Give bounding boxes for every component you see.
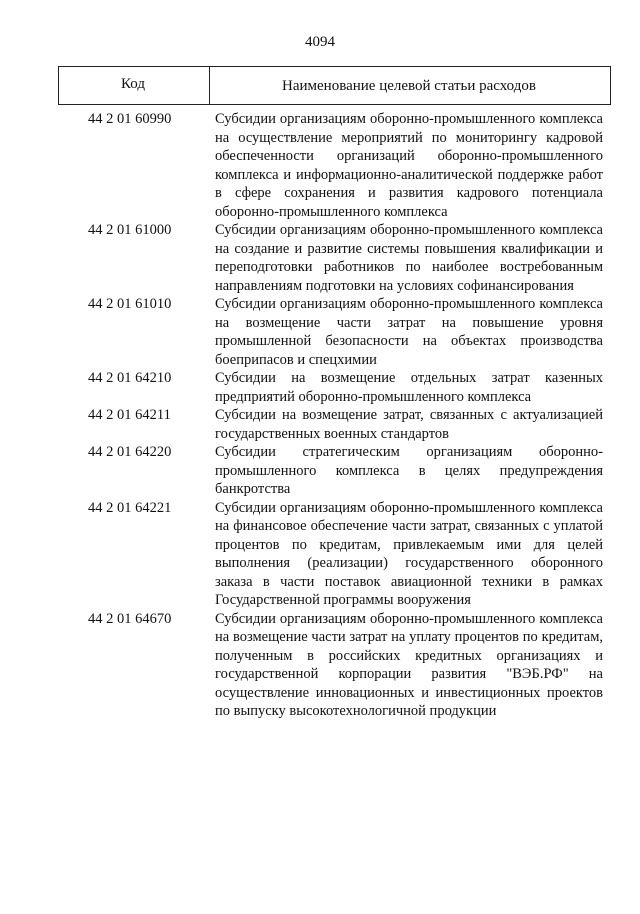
row-code: 44 2 01 64221 [88, 499, 172, 516]
row-code: 44 2 01 61000 [88, 222, 172, 238]
row-description: Субсидии организациям оборонно-промышленного комплекса на создание и развитие системы повышения квалификации и переподготовки работников по наиболее востребованным направлениям подготовки на условиях софинансирования [215, 222, 603, 294]
table-row [0, 110, 640, 221]
row-description: Субсидии организациям оборонно-промышленного комплекса на финансовое обеспечение части затрат, связанных с уплатой процентов по кредитам, привлекаемым ими для целей выполнения (реализации) государственного оборонного заказа в части поставок авиационной техники в рамках Государственной программы вооружения [215, 499, 603, 608]
table-row [0, 221, 640, 295]
row-description: Субсидии организациям оборонно-промышленного комплекса на возмещение части затрат на уплату процентов по кредитам, полученным в российских кредитных организациях и государственной корпорации развития "ВЭБ.РФ" на осуществление инновационных и инвестиционных проектов по выпуску высокотехнологичной продукции [215, 610, 603, 719]
header-top-border [58, 66, 611, 67]
table-row [0, 406, 640, 443]
row-code: 44 2 01 60990 [88, 111, 172, 127]
row-description: Субсидии стратегическим организациям оборонно-промышленного комплекса в целях предупреждения банкротства [215, 444, 603, 497]
table-row [0, 295, 640, 369]
row-code: 44 2 01 64211 [88, 407, 171, 423]
row-code: 44 2 01 64670 [88, 610, 172, 627]
row-description: Субсидии организациям оборонно-промышленного комплекса на осуществление мероприятий по мониторингу кадровой обеспеченности организаций оборонно-промышленного комплекса и информационно-аналитической поддержке работ в сфере сохранения и развития кадрового потенциала оборонно-промышленного комплекса [215, 111, 603, 220]
table-row [0, 499, 640, 610]
header-bottom-border [58, 104, 611, 105]
table-row [0, 369, 640, 406]
table-row [0, 443, 640, 499]
row-description: Субсидии организациям оборонно-промышленного комплекса на возмещение части затрат на повышение уровня промышленной безопасности на объектах производства боеприпасов и спецхимии [215, 296, 603, 368]
row-code: 44 2 01 64220 [88, 444, 172, 460]
row-description: Субсидии на возмещение отдельных затрат казенных предприятий оборонно-промышленного комплекса [215, 370, 603, 405]
table-body [0, 110, 640, 721]
row-code: 44 2 01 64210 [88, 370, 172, 386]
table-row [0, 610, 640, 721]
header-code-label: Код [121, 76, 145, 92]
header-name-label: Наименование целевой статьи расходов [282, 78, 536, 94]
row-code: 44 2 01 61010 [88, 296, 172, 312]
row-description: Субсидии на возмещение затрат, связанных с актуализацией государственных военных стандартов [215, 407, 603, 442]
header-right-border [610, 66, 611, 105]
page-number: 4094 [305, 34, 335, 50]
